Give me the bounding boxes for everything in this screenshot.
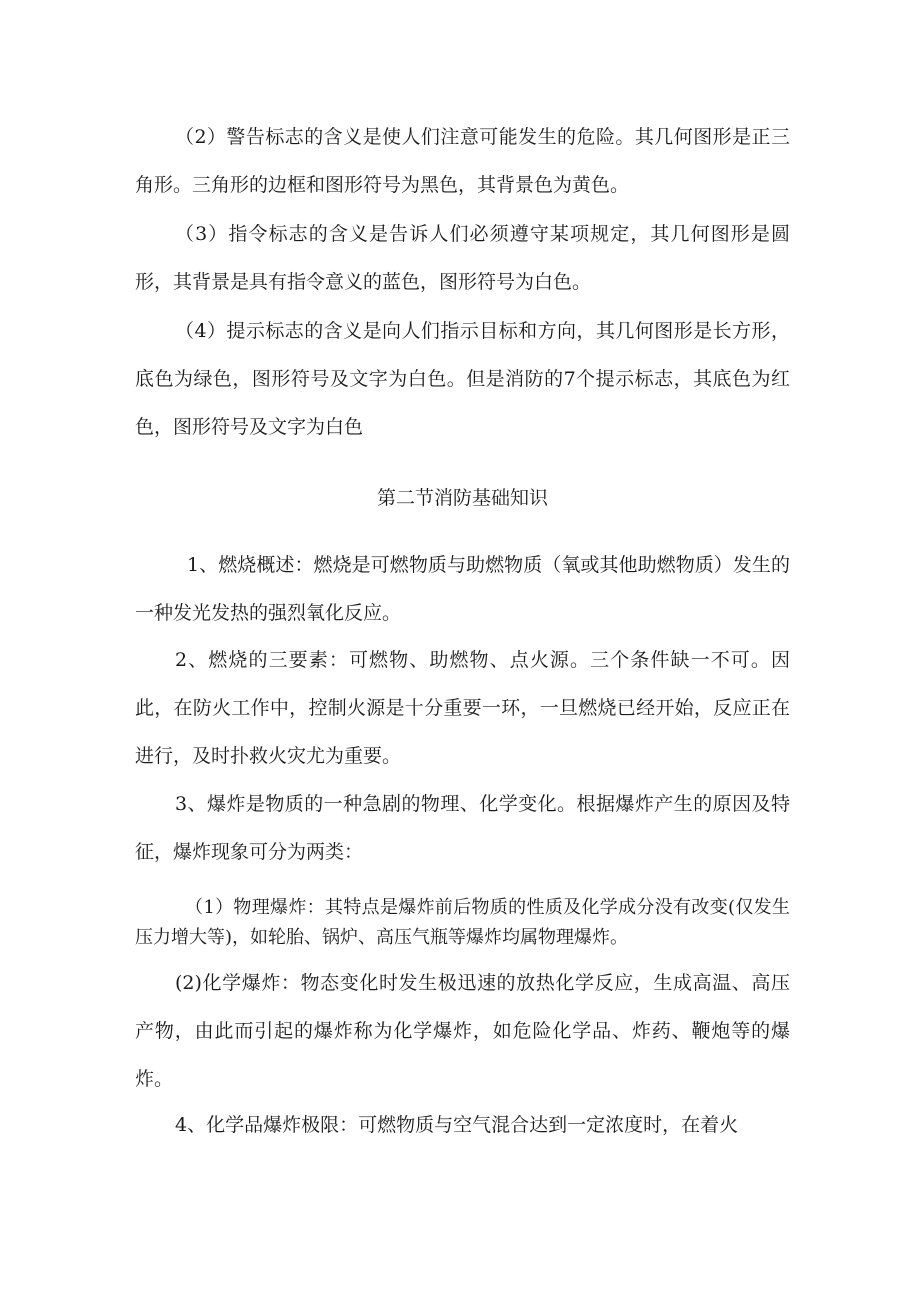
item-physical-explosion: （1）物理爆炸：其特点是爆炸前后物质的性质及化学成分没有改变(仅发生压力增大等)，如轮胎、锅炉、高压气瓶等爆炸均属物理爆炸。 — [135, 897, 790, 948]
item-combustion-overview: 1、燃烧概述：燃烧是可燃物质与助燃物质（氧或其他助燃物质）发生的一种发光发热的强烈氧化反应。 — [135, 554, 790, 624]
paragraph-mandatory-sign: （3）指令标志的含义是告诉人们必须遵守某项规定，其几何图形是圆形，其背景是具有指令意义的蓝色，图形符号为白色。 — [135, 223, 790, 293]
item-chemical-explosion: (2)化学爆炸：物态变化时发生极迅速的放热化学反应，生成高温、高压产物，由此而引起的爆炸称为化学爆炸，如危险化学品、炸药、鞭炮等的爆炸。 — [135, 972, 790, 1090]
item-explosion: 3、爆炸是物质的一种急剧的物理、化学变化。根据爆炸产生的原因及特征，爆炸现象可分为两类： — [135, 793, 790, 863]
paragraph-information-sign: （4）提示标志的含义是向人们指示目标和方向，其几何图形是长方形，底色为绿色，图形符号及文字为白色。但是消防的7个提示标志，其底色为红色，图形符号及文字为白色 — [135, 320, 790, 438]
item-explosion-limit: 4、化学品爆炸极限：可燃物质与空气混合达到一定浓度时，在着火 — [175, 1114, 739, 1136]
item-three-elements: 2、燃烧的三要素：可燃物、助燃物、点火源。三个条件缺一不可。因此，在防火工作中，控制火源是十分重要一环，一旦燃烧已经开始，反应正在进行，及时扑救火灾尤为重要。 — [135, 649, 790, 767]
section-title: 第二节消防基础知识 — [376, 487, 548, 509]
paragraph-warning-sign: （2）警告标志的含义是使人们注意可能发生的危险。其几何图形是正三角形。三角形的边框和图形符号为黑色，其背景色为黄色。 — [135, 126, 790, 196]
